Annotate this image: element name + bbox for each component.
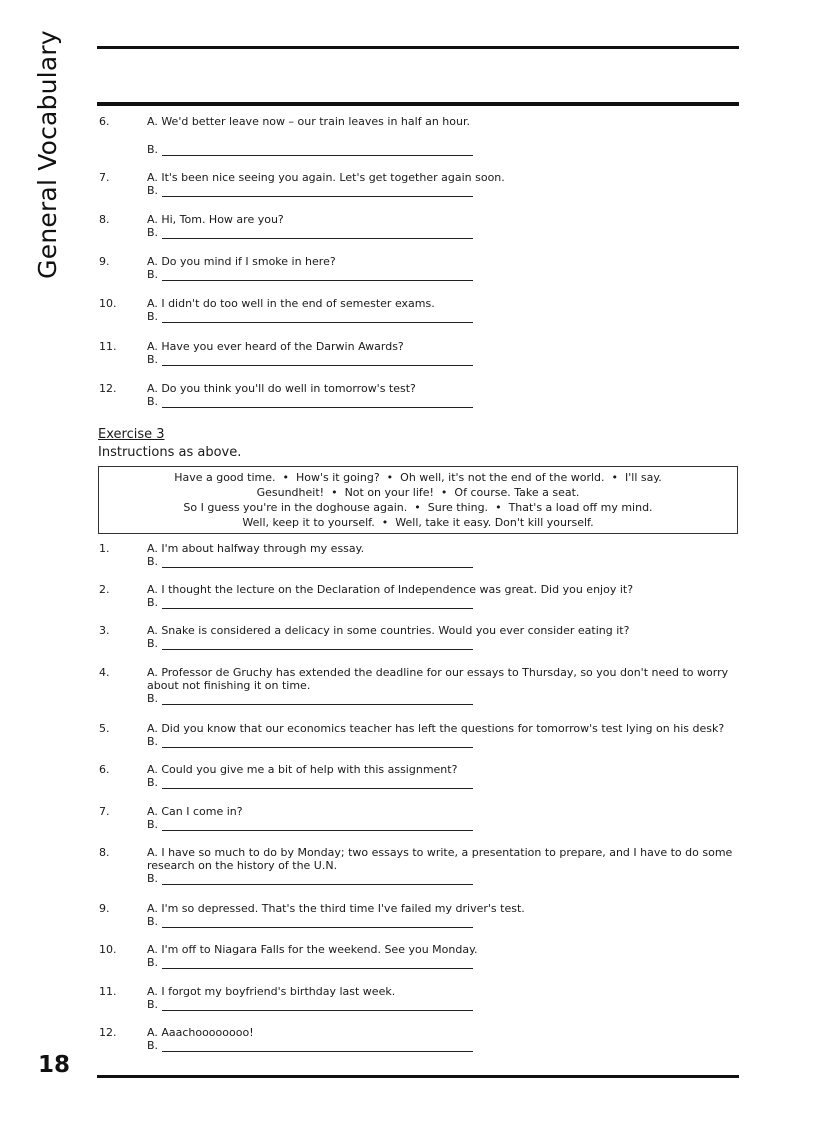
bullet-icon: • xyxy=(611,471,618,484)
speaker-a-line: A. I have so much to do by Monday; two essays to write, a presentation to prepare, and I have to do some research on the history of the U.N. xyxy=(147,846,733,872)
phrase: Have a good time. xyxy=(174,471,276,484)
speaker-a-line: A. I thought the lecture on the Declaration of Independence was great. Did you enjoy it? xyxy=(147,583,634,596)
item-number: 10. xyxy=(99,297,117,310)
answer-blank[interactable]: B. xyxy=(147,692,739,705)
speaker-a-line: A. Aaachoooooooo! xyxy=(147,1026,254,1039)
bullet-icon: • xyxy=(331,486,338,499)
top-rule xyxy=(97,46,739,49)
answer-blank[interactable]: B. xyxy=(147,596,739,609)
bullet-icon: • xyxy=(282,471,289,484)
answer-blank[interactable]: B. xyxy=(147,395,739,408)
item-number: 12. xyxy=(99,382,117,395)
header-rule xyxy=(97,102,739,106)
answer-blank[interactable]: B. xyxy=(147,555,739,568)
phrase: Oh well, it's not the end of the world. xyxy=(400,471,605,484)
speaker-a-line: A. Do you think you'll do well in tomorrow's test? xyxy=(147,382,416,395)
phrase: Of course. Take a seat. xyxy=(454,486,580,499)
item-number: 8. xyxy=(99,846,110,859)
exercise2-item-8 xyxy=(99,213,739,239)
exercise2-item-7 xyxy=(99,171,739,197)
answer-blank[interactable]: B. xyxy=(147,956,739,969)
phrase: That's a load off my mind. xyxy=(508,501,653,514)
section-title-text: General Vocabulary xyxy=(32,29,62,279)
phrase: Not on your life! xyxy=(344,486,434,499)
exercise2-item-12 xyxy=(99,382,739,408)
answer-blank[interactable]: B. xyxy=(147,353,739,366)
item-number: 1. xyxy=(99,542,110,555)
bullet-icon: • xyxy=(414,501,421,514)
phrase-row xyxy=(99,515,737,530)
exercise3-item-4 xyxy=(99,666,739,705)
answer-blank[interactable]: B. xyxy=(147,872,739,885)
exercise3-item-11 xyxy=(99,985,739,1011)
phrase-row xyxy=(99,470,737,485)
item-number: 10. xyxy=(99,943,117,956)
exercise2-item-6 xyxy=(99,115,739,156)
phrase: I'll say. xyxy=(625,471,662,484)
answer-blank[interactable]: B. xyxy=(147,915,739,928)
item-number: 7. xyxy=(99,805,110,818)
phrase-row xyxy=(99,485,737,500)
item-number: 2. xyxy=(99,583,110,596)
phrase-row xyxy=(99,500,737,515)
item-number: 6. xyxy=(99,115,110,128)
speaker-a-line: A. Hi, Tom. How are you? xyxy=(147,213,284,226)
answer-blank[interactable]: B. xyxy=(147,310,739,323)
speaker-a-line: A. Did you know that our economics teacher has left the questions for tomorrow's test lying on his desk? xyxy=(147,722,725,735)
answer-blank[interactable]: B. xyxy=(147,226,739,239)
exercise3-item-7 xyxy=(99,805,739,831)
phrase-bank xyxy=(98,466,738,534)
speaker-a-line: A. Could you give me a bit of help with this assignment? xyxy=(147,763,458,776)
item-number: 6. xyxy=(99,763,110,776)
bullet-icon: • xyxy=(386,471,394,484)
item-number: 11. xyxy=(99,985,117,998)
exercise3-item-1 xyxy=(99,542,739,568)
exercise3-item-5 xyxy=(99,722,739,748)
exercise-instructions: Instructions as above. xyxy=(98,445,242,460)
answer-blank[interactable]: B. xyxy=(147,818,739,831)
phrase: Well, keep it to yourself. xyxy=(242,516,375,529)
phrase: Sure thing. xyxy=(427,501,489,514)
exercise2-item-10 xyxy=(99,297,739,323)
exercise2-item-9 xyxy=(99,255,739,281)
bullet-icon: • xyxy=(381,516,389,529)
speaker-a-line: A. Can I come in? xyxy=(147,805,243,818)
speaker-a-line: A. Have you ever heard of the Darwin Awards? xyxy=(147,340,404,353)
speaker-a-line: A. We'd better leave now – our train leaves in half an hour. xyxy=(147,115,470,128)
speaker-a-line: A. Do you mind if I smoke in here? xyxy=(147,255,336,268)
speaker-a-line: A. Professor de Gruchy has extended the deadline for our essays to Thursday, so you don't need to worry about not finishing it on time. xyxy=(147,666,729,692)
phrase: Gesundheit! xyxy=(256,486,325,499)
page-number: 18 xyxy=(38,1052,71,1078)
item-number: 4. xyxy=(99,666,110,679)
phrase: Well, take it easy. Don't kill yourself. xyxy=(395,516,594,529)
answer-blank[interactable]: B. xyxy=(147,143,739,156)
phrase: So I guess you're in the doghouse again. xyxy=(183,501,408,514)
item-number: 3. xyxy=(99,624,110,637)
answer-blank[interactable]: B. xyxy=(147,735,739,748)
answer-blank[interactable]: B. xyxy=(147,1039,739,1052)
answer-blank[interactable]: B. xyxy=(147,268,739,281)
speaker-a-line: A. I'm so depressed. That's the third time I've failed my driver's test. xyxy=(147,902,525,915)
answer-blank[interactable]: B. xyxy=(147,776,739,789)
answer-blank[interactable]: B. xyxy=(147,998,739,1011)
item-number: 8. xyxy=(99,213,110,226)
exercise3-item-2 xyxy=(99,583,739,609)
section-side-title xyxy=(27,29,67,279)
exercise3-item-12 xyxy=(99,1026,739,1052)
answer-blank[interactable]: B. xyxy=(147,184,739,197)
speaker-a-line: A. Snake is considered a delicacy in some countries. Would you ever consider eating it? xyxy=(147,624,630,637)
item-number: 12. xyxy=(99,1026,117,1039)
speaker-a-line: A. I'm off to Niagara Falls for the weekend. See you Monday. xyxy=(147,943,478,956)
item-number: 9. xyxy=(99,255,110,268)
exercise3-item-3 xyxy=(99,624,739,650)
item-number: 11. xyxy=(99,340,117,353)
exercise3-item-8 xyxy=(99,846,739,885)
exercise3-item-6 xyxy=(99,763,739,789)
item-number: 7. xyxy=(99,171,110,184)
item-number: 9. xyxy=(99,902,110,915)
bullet-icon: • xyxy=(440,486,448,499)
speaker-a-line: A. I forgot my boyfriend's birthday last week. xyxy=(147,985,396,998)
phrase: How's it going? xyxy=(295,471,380,484)
exercise3-item-10 xyxy=(99,943,739,969)
exercise3-item-9 xyxy=(99,902,739,928)
speaker-a-line: A. I didn't do too well in the end of semester exams. xyxy=(147,297,435,310)
exercise-3-heading: Exercise 3 xyxy=(98,427,165,442)
speaker-a-line: A. I'm about halfway through my essay. xyxy=(147,542,365,555)
item-number: 5. xyxy=(99,722,110,735)
speaker-a-line: A. It's been nice seeing you again. Let's get together again soon. xyxy=(147,171,505,184)
bullet-icon: • xyxy=(495,501,502,514)
footer-rule xyxy=(97,1075,739,1078)
answer-blank[interactable]: B. xyxy=(147,637,739,650)
exercise2-item-11 xyxy=(99,340,739,366)
